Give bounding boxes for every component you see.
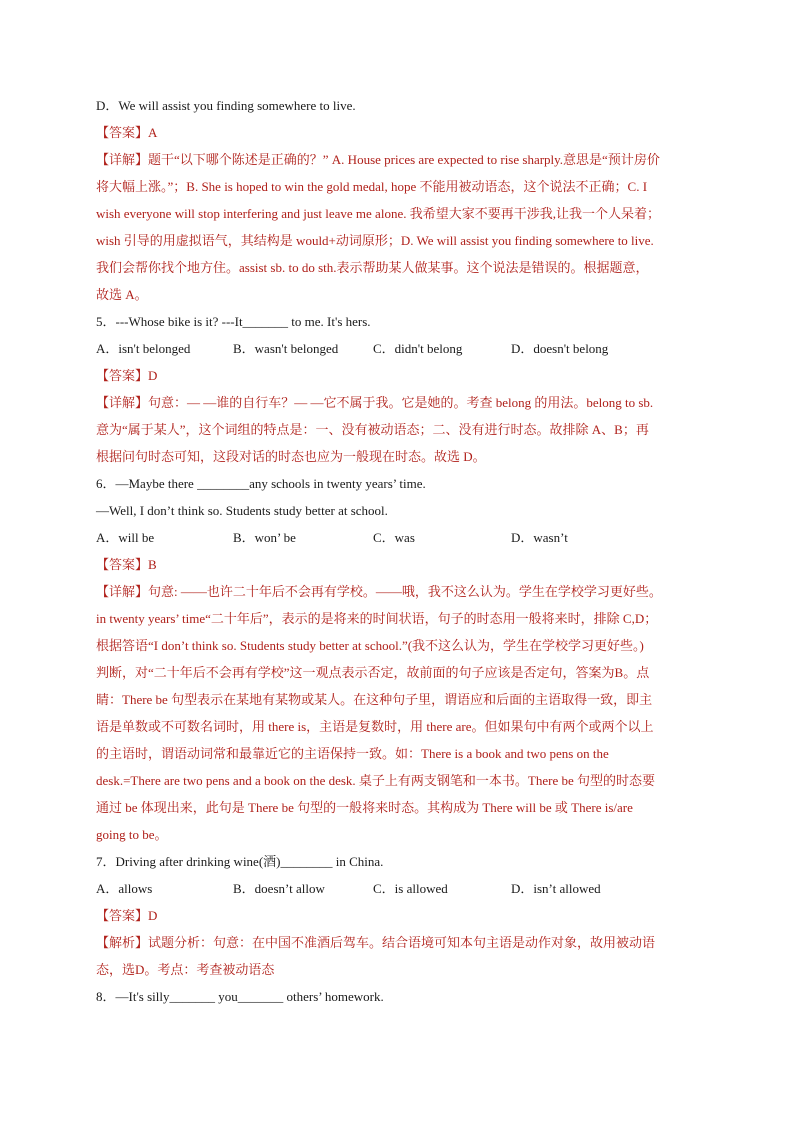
- explanation-line: 将大幅上涨。”；B. She is hoped to win the gold medal, hope 不能用被动语态，这个说法不正确；C. I: [96, 179, 648, 194]
- explanation-line: 【详解】句意：— —谁的自行车？— —它不属于我。它是她的。考查 belong 的用法。belong to sb.: [96, 395, 654, 410]
- question-7: 7．Driving after drinking wine(酒)________ in China.: [96, 854, 384, 869]
- option-d: D．wasn’t: [511, 530, 568, 545]
- question-7-options: [96, 875, 702, 902]
- explanation-line: 通过 be 体现出来，此句是 There be 句型的一般将来时态。其构成为 There will be 或 There is/are: [96, 800, 633, 815]
- option-d: D．doesn't belong: [511, 341, 609, 356]
- explanation-line: 睛：There be 句型表示在某地有某物或某人。在这种句子里，谓语应和后面的主语取得一致，即主: [96, 692, 653, 707]
- explanation-line: 语是单数或不可数名词时，用 there is，主语是复数时，用 there are。但如果句中有两个或两个以上: [96, 719, 654, 734]
- option-c: C．was: [373, 530, 415, 545]
- answer-label: 【答案】D: [96, 368, 158, 383]
- explanation-line: 【详解】句意: ——也许二十年后不会再有学校。——哦，我不这么认为。学生在学校学习更好些。: [96, 584, 662, 599]
- question-6: 6．—Maybe there ________any schools in twenty years’ time.: [96, 476, 426, 491]
- explanation-line: 我们会帮你找个地方住。assist sb. to do sth.表示帮助某人做某事。这个说法是错误的。根据题意，: [96, 260, 649, 275]
- answer-label: 【答案】B: [96, 557, 157, 572]
- option-c: C．didn't belong: [373, 341, 463, 356]
- question-6-options: [96, 524, 702, 551]
- explanation-line: desk.=There are two pens and a book on the desk. 桌子上有两支钢笔和一本书。There be 句型的时态要: [96, 773, 656, 788]
- explanation-line: 意为“属于某人”，这个词组的特点是：一、没有被动语态；二、没有进行时态。故排除 A、B；再: [96, 422, 649, 437]
- option-a: A．isn't belonged: [96, 341, 191, 356]
- question-5: 5．---Whose bike is it? ---It_______ to me. It's hers.: [96, 314, 371, 329]
- explanation-line: 根据答语“I don’t think so. Students study better at school.”(我不这么认为，学生在学校学习更好些。): [96, 638, 644, 653]
- option-c: C．is allowed: [373, 881, 448, 896]
- explanation-line: 【详解】题干“以下哪个陈述是正确的？” A. House prices are expected to rise sharply.意思是“预计房价: [96, 152, 660, 167]
- option-d: D．isn’t allowed: [511, 881, 601, 896]
- document-page: [96, 92, 702, 1010]
- option-b: B．doesn’t allow: [233, 881, 325, 896]
- question-6-response: —Well, I don’t think so. Students study better at school.: [96, 503, 388, 518]
- explanation-line: 判断，对“二十年后不会再有学校”这一观点表示否定，故前面的句子应该是否定句，答案为B。点: [96, 665, 650, 680]
- explanation-line: going to be。: [96, 827, 168, 842]
- explanation-line: 故选 A。: [96, 287, 148, 302]
- explanation-line: 【解析】试题分析：句意：在中国不准酒后驾车。结合语境可知本句主语是动作对象，故用被动语: [96, 935, 656, 950]
- answer-label: 【答案】D: [96, 908, 158, 923]
- answer-label: 【答案】A: [96, 125, 158, 140]
- explanation-line: wish everyone will stop interfering and just leave me alone. 我希望大家不要再干涉我,让我一个人呆着；: [96, 206, 660, 221]
- option-a: A．will be: [96, 530, 155, 545]
- explanation-line: wish 引导的用虚拟语气，其结构是 would+动词原形；D. We will assist you finding somewhere to live.: [96, 233, 654, 248]
- question-8: 8．—It's silly_______ you_______ others’ homework.: [96, 989, 384, 1004]
- question-4-option-d: D．We will assist you finding somewhere to live.: [96, 98, 356, 113]
- question-5-options: [96, 335, 702, 362]
- explanation-line: 态，选D。考点：考查被动语态: [96, 962, 275, 977]
- option-b: B．wasn't belonged: [233, 341, 339, 356]
- option-a: A．allows: [96, 881, 153, 896]
- option-b: B．won’ be: [233, 530, 296, 545]
- explanation-line: 的主语时，谓语动词常和最靠近它的主语保持一致。如：There is a book and two pens on the: [96, 746, 609, 761]
- explanation-line: in twenty years’ time“二十年后”，表示的是将来的时间状语，句子的时态用一般将来时，排除 C,D；: [96, 611, 658, 626]
- explanation-line: 根据问句时态可知，这段对话的时态也应为一般现在时态。故选 D。: [96, 449, 486, 464]
